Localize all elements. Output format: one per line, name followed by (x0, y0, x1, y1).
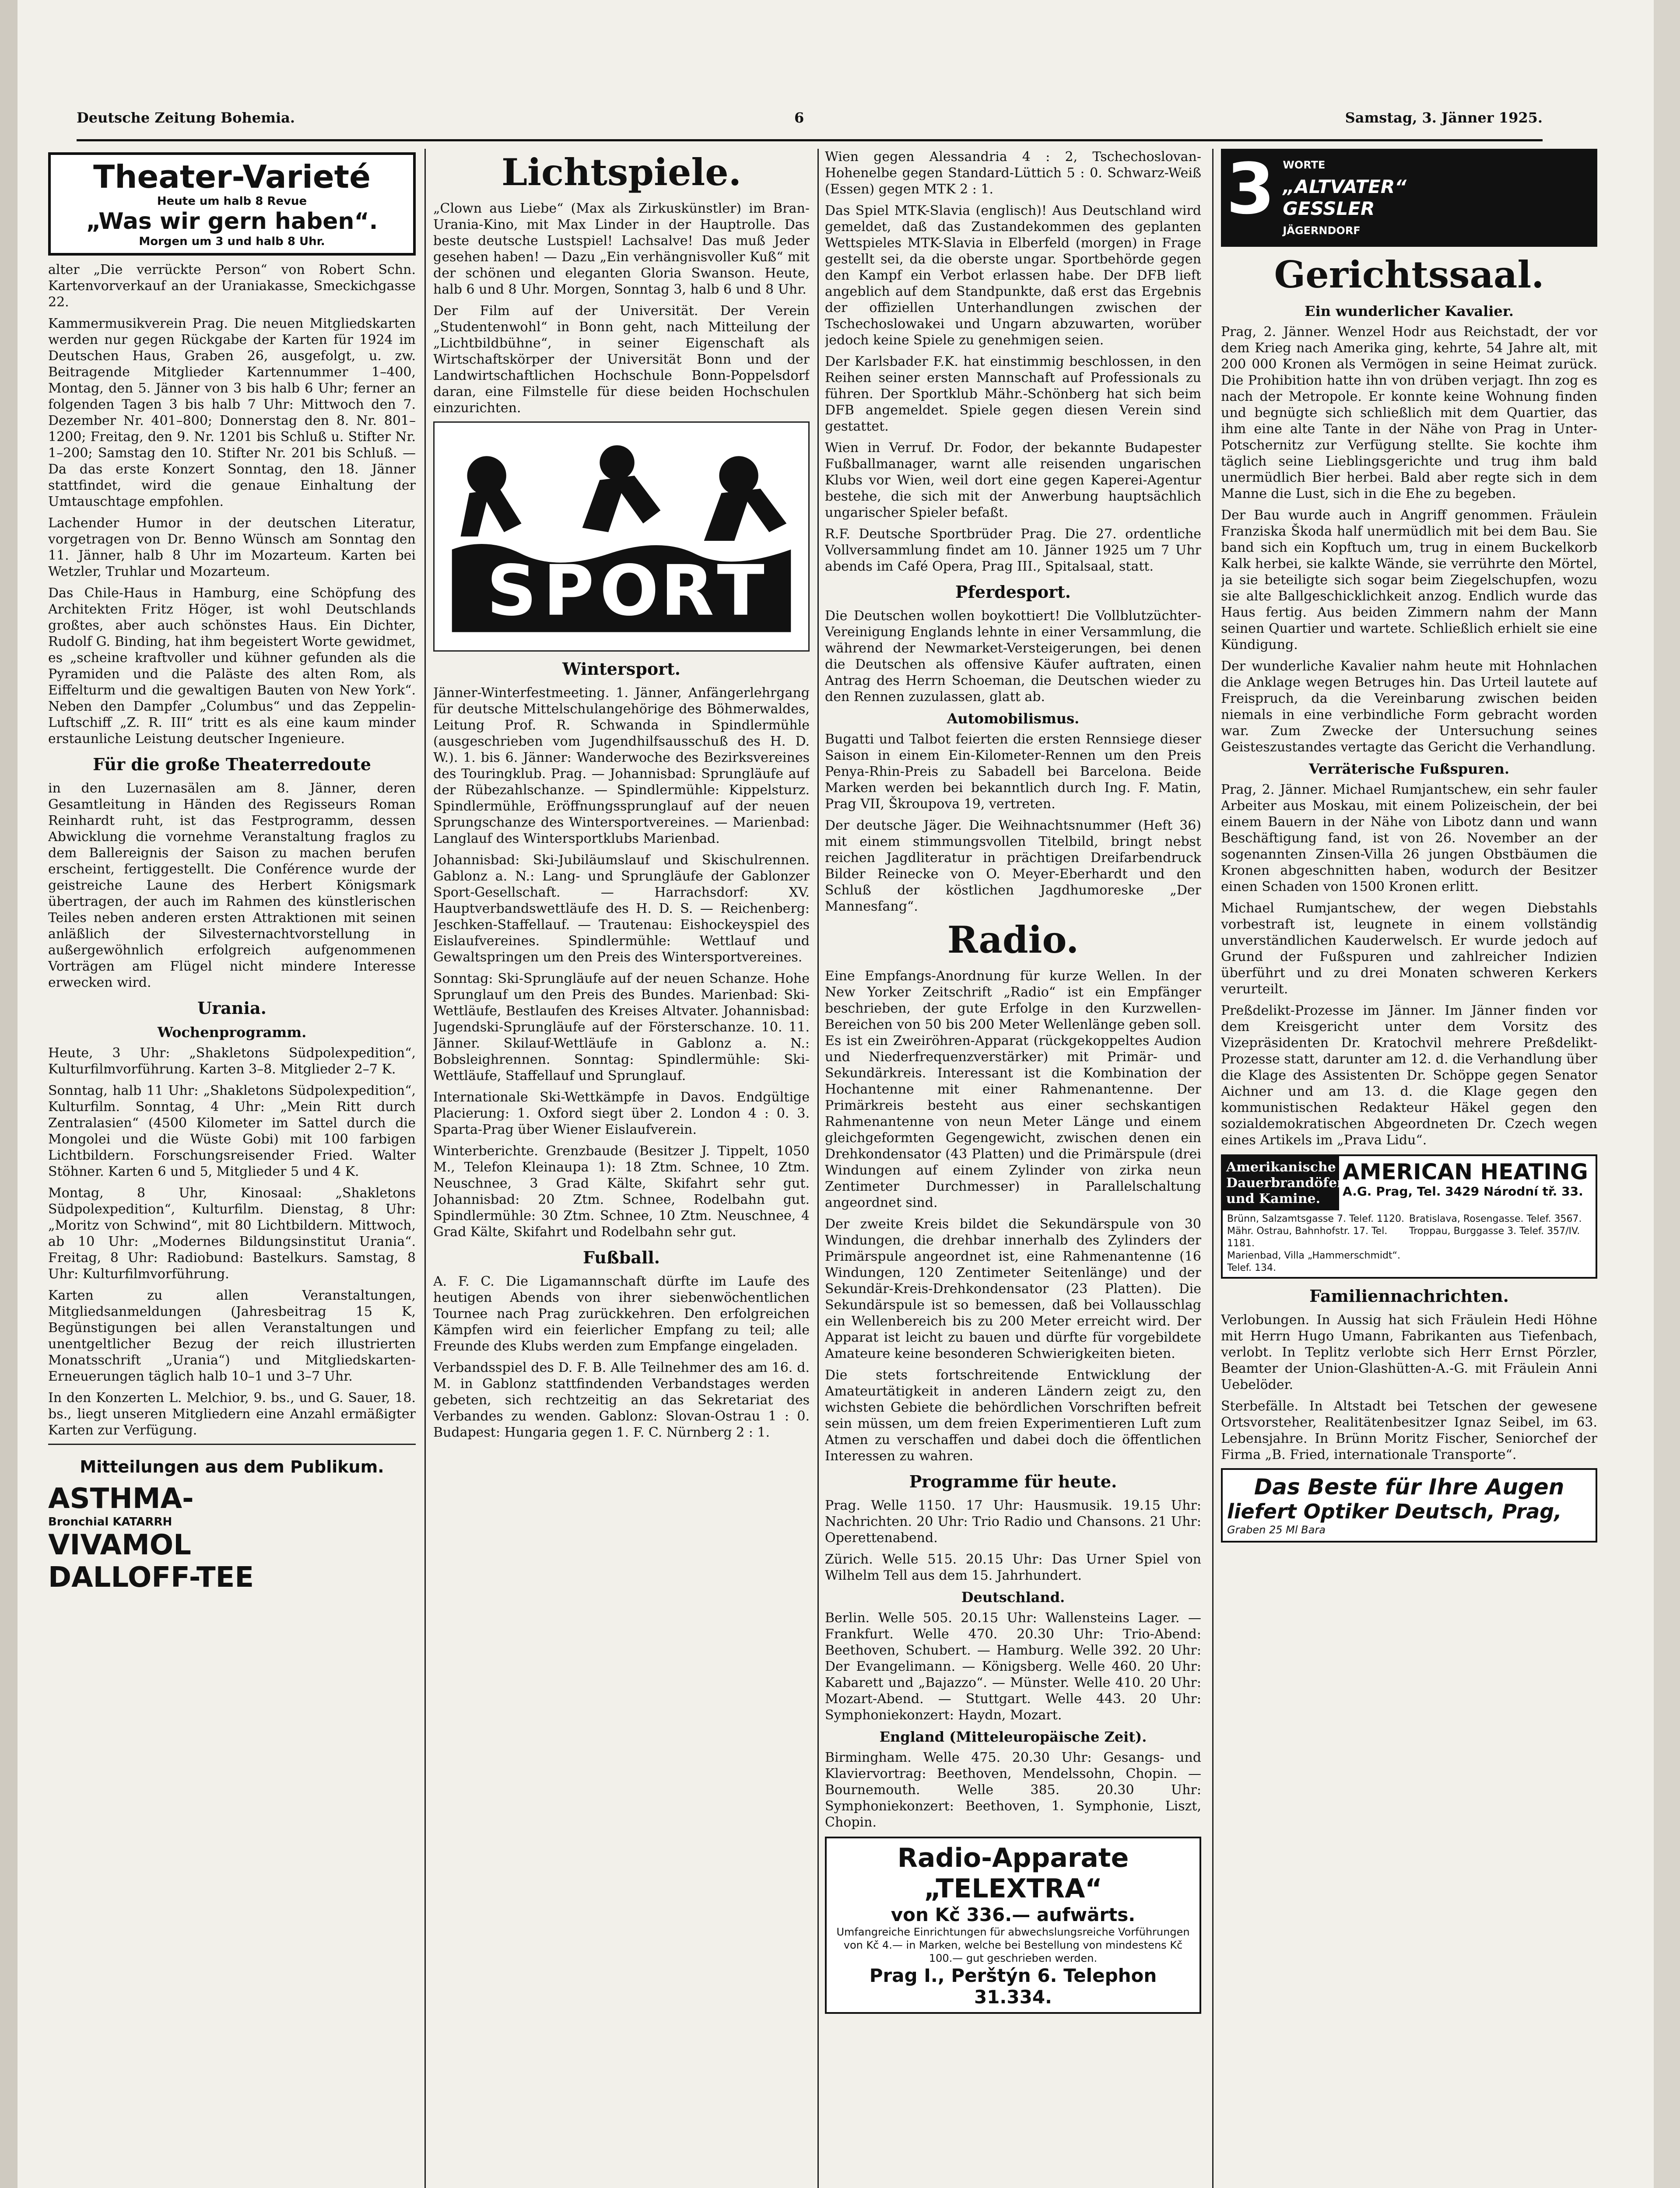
altvater-ad-town: JÄGERNDORF (1283, 224, 1361, 237)
article-text: Wien gegen Alessandria 4 : 2, Tschechoslovan-Hohenelbe gegen Standard-Lüttich 5 : 0. Schwarz-Weiß (Essen) gegen MTK 2 : 1. (825, 149, 1201, 197)
column-divider (424, 149, 426, 2188)
altvater-ad-name: „ALTVATER“ (1283, 176, 1407, 197)
american-heating-ad (1221, 1154, 1597, 1279)
section-subheading: England (Mitteleuropäische Zeit). (879, 1729, 1147, 1745)
section-heading: Wintersport. (562, 659, 680, 679)
article-text: Der Karlsbader F.K. hat einstimmig beschlossen, in den Reihen seiner ersten Mannschaft auf Professionals zu führen. Der Sportklub Mähr.-Schönberg hat sich beim DFB angemeldet. Spiele gegen diesen Verein sind gestattet. (825, 354, 1201, 434)
vivamol-ad: VIVAMOL (48, 1529, 191, 1561)
telextra-ad-address: Prag I., Perštýn 6. Telephon 31.334. (869, 1965, 1157, 2008)
scan-edge-right (1654, 0, 1680, 2188)
column-divider (817, 149, 819, 2188)
article-text: In den Konzerten L. Melchior, 9. bs., und G. Sauer, 18. bs., liegt unseren Mitgliedern eine Anzahl ermäßigter Karten zur Verfügung. (48, 1390, 416, 1438)
article-text: Prag. Welle 1150. 17 Uhr: Hausmusik. 19.15 Uhr: Nachrichten. 20 Uhr: Trio Radio und Chansons. 21 Uhr: Operettenabend. (825, 1498, 1201, 1546)
article-text: Lachender Humor in der deutschen Literatur, vorgetragen von Dr. Benno Wünsch am Sonntag den 11. Jänner, halb 8 Uhr im Mozarteum. Karten bei Wetzler, Truhlar und Mozarteum. (48, 515, 416, 579)
article-text: Das Chile-Haus in Hamburg, eine Schöpfung des Architekten Fritz Höger, ist wohl Deutschlands großtes, aber auch schönstes Haus. Ein Dichter, Rudolf G. Binding, hat ihm begeistert Worte gewidmet, es „scheine kraftvoller und kühner gefunden als die Pyramiden und die Paläste des alten Rom, als Eiffelturm und die gewaltigen Bauten von New York“. Neben den Dampfer „Columbus“ und das Zeppelin-Luftschiff „Z. R. III“ tritt es als eine kaum minder erstaunliche Leistung deutscher Ingenieure. (48, 586, 416, 747)
article-text: Prag, 2. Jänner. Michael Rumjantschew, ein sehr fauler Arbeiter aus Moskau, mit einem Polizeischein, der bei einem Bauern in der Nähe von Libotz dann und wann Beschäftigung fand, ist von 26. November an der sogenannten Zinsen-Villa 26 jungen Obstbäumen die Kronen abgeschnitten haben, wodurch der Besitzer einen Schaden von 1500 Kronen erlitt. (1221, 782, 1597, 894)
article-text: Montag, 8 Uhr, Kinosaal: „Shakletons Südpolexpedition“, Kulturfilm. Dienstag, 8 Uhr: „Moritz von Schwind“, mit 80 Lichtbildern. Mittwoch, ab 10 Uhr: „Modernes Bildungsinstitut Urania“. Freitag, 8 Uhr: Radiobund: Bastelkurs. Samstag, 8 Uhr: Kulturfilmvorführung. (48, 1185, 416, 1282)
branch-address: Brünn, Salzamtsgasse 7. Telef. 1120. (1227, 1213, 1404, 1224)
telextra-ad (825, 1837, 1201, 2014)
article-text: Zürich. Welle 515. 20.15 Uhr: Das Urner Spiel von Wilhelm Tell aus dem 15. Jahrhundert. (825, 1552, 1201, 1583)
section-subheading: Automobilismus. (947, 710, 1080, 727)
article-text: Michael Rumjantschew, der wegen Diebstahls vorbestraft ist, leugnete in einem vollständig unverständlichen Kauderwelsch. Er wurde jedoch auf Grund der Fußspuren und zahlreicher Indizien überführt und zu drei Monaten schweren Kerkers verurteilt. (1221, 901, 1597, 997)
section-title: Gerichtssaal. (1274, 253, 1544, 296)
public-notices (48, 1444, 416, 1594)
section-subheading: Verräterische Fußspuren. (1308, 761, 1510, 777)
article-text: Sonntag, halb 11 Uhr: „Shakletons Südpolexpedition“, Kulturfilm. Sonntag, 4 Uhr: „Mein Ritt durch Zentralasien“ (4500 Kilometer im Sattel durch die Mongolei und die Wüste Gobi) mit 100 farbigen Lichtbildern. Forschungsreisender Fried. Walter Stöhner. Karten 6 und 5, Mitglieder 5 und 4 K. (48, 1083, 416, 1179)
article-text: Berlin. Welle 505. 20.15 Uhr: Wallensteins Lager. — Frankfurt. Welle 470. 20.30 Uhr: Trio-Abend: Beethoven, Schubert. — Hamburg. Welle 392. 20 Uhr: Der Evangelimann. — Königsberg. Welle 460. 20 Uhr: Kabarett und „Bajazzo“. — Münster. Welle 410. 20 Uhr: Mozart-Abend. — Stuttgart. Welle 443. 20 Uhr: Symphoniekonzert: Haydn, Mozart. (825, 1610, 1201, 1723)
telextra-ad-title: Radio-Apparate „TELEXTRA“ (897, 1843, 1129, 1904)
sport-illustration-graphic (435, 423, 808, 650)
optiker-ad-slogan: Das Beste für Ihre Augen (1254, 1474, 1564, 1500)
masthead-name: Deutsche Zeitung Bohemia. (77, 109, 295, 126)
article-text: Prag, 2. Jänner. Wenzel Hodr aus Reichstadt, der vor dem Krieg nach Amerika ging, kehrte, 54 Jahre alt, mit 200 000 Kronen als Vermögen in seine Heimat zurück. Die Prohibition hatte ihn von drüben verjagt. Ihn zog es nach der Metropole. Er konnte keine Wohnung finden und begnügte sich schließlich mit dem Quartier, das ihm eine alte Tante in der Nähe von Prag in Unter-Potschernitz zur Verfügung stellte. Sie kochte ihm täglich seine Lieblingsgerichte und trug ihm bald unermüdlich Bier herbei. Bald aber regte sich in dem Manne die Lust, sich in die Ehe zu begeben. (1221, 324, 1597, 501)
article-text: Der deutsche Jäger. Die Weihnachtsnummer (Heft 36) mit einem stimmungsvollen Titelbild, bringt nebst reichen Jagdliteratur in prächtigen Dreifarbendruck Bilder Reinecke von O. Meyer-Eberhardt und den Schluß der köstlichen Jagdhumoreske „Der Mannesfang“. (825, 818, 1201, 914)
american-heating-ad-left: Amerikanische Dauerbrandöfen und Kamine. (1223, 1156, 1339, 1210)
svg-text:O: O (600, 551, 659, 631)
article-text: Internationale Ski-Wettkämpfe in Davos. Endgültige Placierung: 1. Oxford siegt über 2. London 4 : 0. 3. Sparta-Prag über Wiener Eislaufverein. (433, 1090, 810, 1137)
theater-ad (48, 152, 416, 256)
article-text: Die stets fortschreitende Entwicklung der Amateurtätigkeit in anderen Ländern zeigt zu, den wichsten Gebiete die behördlichen Vorschriften befreit sein müssen, um dem freien Experimentieren Luft zum Atmen zu verschaffen und dabei doch die öffentlichen Interessen zu wahren. (825, 1368, 1201, 1464)
article-text: Bugatti und Talbot feierten die ersten Rennsiege dieser Saison in einem Ein-Kilometer-Rennen um den Preis Penya-Rhin-Preis zu Sabadell bei Barcelona. Beide Marken werden bei bekanntlich durch Ing. F. Matin, Prag VII, Škroupova 19, vertreten. (825, 732, 1201, 812)
article-text: Winterberichte. Grenzbaude (Besitzer J. Tippelt, 1050 M., Telefon Kleinaupa 1): 18 Ztm. Schnee, 10 Ztm. Neuschnee, 3 Grad Kälte, Skifahrt sehr gut. Johannisbad: 20 Ztm. Schnee, Rodelbahn gut. Spindlermühle: 30 Ztm. Schnee, 10 Ztm. Neuschnee, 4 Grad Kälte, Skifahrt und Rodelbahn sehr gut. (433, 1143, 810, 1240)
header-rule (77, 139, 1543, 141)
theater-ad-title: Theater-Varieté (93, 158, 371, 195)
article-text: Der zweite Kreis bildet die Sekundärspule von 30 Windungen, die drehbar innerhalb des Zylinders der Primärspule angeordnet ist, eine Rahmenantenne (16 Windungen, 120 Zentimeter Seitenlänge) und der Sekundär-Kreis-Drehkondensator (23 Platten). Die Sekundärspule ist so bemessen, daß bei Vollausschlag ein Wellenbereich bis zu 200 Meter erreicht wird. Der Apparat ist leicht zu bauen und dürfte für vorgebildete Amateure keine besonderen Schwierigkeiten bieten. (825, 1217, 1201, 1361)
article-text: Birmingham. Welle 475. 20.30 Uhr: Gesangs- und Klaviervortrag: Beethoven, Mendelssohn, Chopin. — Bournemouth. Welle 385. 20.30 Uhr: Symphoniekonzert: Beethoven, 1. Symphonie, Liszt, Chopin. (825, 1750, 1201, 1830)
article-text: Der wunderliche Kavalier nahm heute mit Hohnlachen die Anklage wegen Betruges hin. Das Urteil lautete auf Freispruch, da die Vereinbarung zwischen beiden niemals in eine verbindliche Form gebracht worden war. Zum Zwecke der Untersuchung seines Geisteszustandes vertagte das Gericht die Verhandlung. (1221, 659, 1597, 755)
altvater-ad-maker: GESSLER (1283, 198, 1375, 219)
section-heading: Fußball. (582, 1248, 660, 1267)
article-text: Verbandsspiel des D. F. B. Alle Teilnehmer des am 16. d. M. in Gablonz stattfindenden Verbandstages werden gebeten, sich rechtzeitig an das Sekretariat des Verbandes zu wenden. Gablonz: Slovan-Ostrau 1 : 0. Budapest: Hungaria gegen 1. F. C. Nürnberg 2 : 1. (433, 1360, 810, 1440)
altvater-ad (1221, 149, 1597, 247)
article-text: Johannisbad: Ski-Jubiläumslauf und Skischulrennen. Gablonz a. N.: Lang- und Sprungläufe der Gablonzer Sport-Gesellschaft. — Harrachsdorf: XV. Hauptverbandswettläufe des H. D. S. — Reichenberg: Jeschken-Staffellauf. — Trautenau: Eishockeyspiel des Eislaufvereines. Spindlermühle: Wettlauf und Gewaltspringen um den Preis des Wintersportvereines. (433, 852, 810, 965)
article-text: Die Deutschen wollen boykottiert! Die Vollblutzüchter-Vereinigung Englands lehnte in einer Versammlung, die während der Newmarket-Versteigerungen, bei denen die Deutschen als offensive Käufer auftraten, einen Antrag des Herrn Schoeman, die Deutschen wieder zu den Rennen zuzulassen, glatt ab. (825, 608, 1201, 705)
sport-illustration (433, 421, 810, 652)
article-text: Sonntag: Ski-Sprungläufe auf der neuen Schanze. Hohe Sprunglauf um den Preis des Bundes. Marienbad: Ski-Wettläufe, Bestlaufen des Kreises Altvater. Johannisbad: Jugendski-Sprungläufe auf der Försterschanze. 10. 11. Jänner. Skilauf-Wettläufe in Gablonz a. N.: Bobsleighrennen. Sonntag: Spindlermühle: Ski-Wettläufe, Staffellauf und Sprunglauf. (433, 971, 810, 1083)
issue-date: Samstag, 3. Jänner 1925. (1345, 109, 1543, 126)
telextra-ad-text: Umfangreiche Einrichtungen für abwechslungsreiche Vorführungen von Kč 4.— in Marken, welche bei Bestellung von mindestens Kč 100.— gut geschrieben werden. (836, 1926, 1190, 1964)
article-text: Der Bau wurde auch in Angriff genommen. Fräulein Franziska Škoda half unermüdlich mit bei dem Bau. Sie band sich ein Kopftuch um, trug in einem Buckelkorb Kalk herbei, sie kalkte Wände, sie verrührte den Mörtel, ja sie beteiligte sich sogar beim Ziegelschupfen, wozu sie alte Ballgeschicklichkeit anzog. Endlich wurde das Haus fertig. Aus beiden Zimmern nahm der Mann seinen Quartier und wartete. Schließlich erhielt sie eine Kündigung. (1221, 508, 1597, 652)
asthma-ad-sub: Bronchial KATARRH (48, 1515, 172, 1529)
column-2 (433, 149, 810, 2188)
optiker-ad-name: liefert Optiker Deutsch, Prag, (1227, 1500, 1562, 1523)
svg-text:P: P (543, 551, 594, 631)
article-text: A. F. C. Die Ligamannschaft dürfte im Laufe des heutigen Abends von ihrer siebenwöchentlichen Tournee nach Prag zurückkehren. Den erfolgreichen Kämpfen wird ein feierlicher Empfang zu teil; alle Freunde des Klubs werden zum Empfange eingeladen. (433, 1274, 810, 1354)
section-title: Lichtspiele. (502, 151, 741, 194)
section-subheading: Deutschland. (961, 1589, 1065, 1606)
article-text: Eine Empfangs-Anordnung für kurze Wellen. In der New Yorker Zeitschrift „Radio“ ist ein Empfänger beschrieben, der gute Erfolge in den Kurzwellen-Bereichen von 50 bis 200 Meter Wellenlänge geben soll. Es ist ein Zweiröhren-Apparat (rückgekoppeltes Audion und Niederfrequenzverstärker) mit Primär- und Sekundärkreis. Interessant ist die Kombination der Hochantenne mit einer Rahmenantenne. Der Primärkreis besteht aus einer sechskantigen Rahmenantenne von neun Meter Länge und einem gleichgeformten Gegengewicht, zwischen denen ein Drehkondensator (43 Platten) und die Primärspule (drei Windungen auf einem Zylinder von zirka neun Zentimeter Durchmesser) in Parallelschaltung angeordnet sind. (825, 968, 1201, 1210)
article-text: Preßdelikt-Prozesse im Jänner. Im Jänner finden vor dem Kreisgericht unter dem Vorsitz des Vizepräsidenten Dr. Kratochvil mehrere Preßdelikt-Prozesse statt, darunter am 12. d. die Verhandlung über die Klage des Assistenten Dr. Schöppe gegen Senator Aichner und am 13. d. die Klage gegen den kommunistischen Redakteur Häkel gegen den sozialdemokratischen Abgeordneten Dr. Czech wegen eines Artikels im „Prava Lidu“. (1221, 1003, 1597, 1148)
section-heading: Für die große Theaterredoute (93, 754, 371, 774)
asthma-ad: ASTHMA- (48, 1483, 194, 1515)
altvater-ad-words: WORTE (1283, 159, 1326, 171)
dalloff-ad: DALLOFF-TEE (48, 1561, 254, 1594)
theater-ad-show: „Was wir gern haben“. (86, 208, 378, 235)
branch-address: Mähr. Ostrau, Bahnhofstr. 17. Tel. 1181. (1227, 1226, 1388, 1249)
section-heading: Mitteilungen aus dem Publikum. (80, 1457, 384, 1476)
article-text: R.F. Deutsche Sportbrüder Prag. Die 27. ordentliche Vollversammlung findet am 10. Jänner 1925 um 7 Uhr abends im Café Opera, Prag III., Spitalsaal, statt. (825, 526, 1201, 574)
article-text: Kammermusikverein Prag. Die neuen Mitgliedskarten werden nur gegen Rückgabe der Karten für 1924 im Deutschen Haus, Graben 26, ausgefolgt, u. zw. Beitragende Mitglieder Kartennummer 1–400, Montag, den 5. Jänner von 3 bis halb 6 Uhr; ferner an folgenden Tagen 3 bis halb 7 Uhr: Mittwoch den 7. Dezember Nr. 401–800; Donnerstag den 8. Nr. 801–1200; Freitag, den 9. Nr. 1201 bis Schluß u. Stifter Nr. 1–200; Samstag den 10. Stifter Nr. 201 bis Schluß. — Da das erste Konzert Sonntag, den 18. Jänner stattfindet, wird die genaue Einhaltung der Umtauschtage empfohlen. (48, 316, 416, 509)
optiker-ad-address: Graben 25 Ml Bara (1227, 1524, 1326, 1536)
article-text: Karten zu allen Veranstaltungen, Mitgliedsanmeldungen (Jahresbeitrag 15 K, Begünstigungen bei allen Veranstaltungen und unentgeltlicher Bezug der reich illustrierten Monatsschrift „Urania“) und Mitgliedskarten-Erneuerungen täglich halb 10–1 und 3–7 Uhr. (48, 1288, 416, 1384)
branch-address: Marienbad, Villa „Hammerschmidt“. Telef. 134. (1227, 1250, 1400, 1273)
article-text: Der Film auf der Universität. Der Verein „Studentenwohl“ in Bonn geht, nach Mitteilung der „Lichtbildbühne“, in seiner Eigenschaft als Wirtschaftskörper der Universität Bonn und der Landwirtschaftlichen Hochschule Bonn-Poppelsdorf daran, eine Filmstelle für diese beiden Hochschulen einzurichten. (433, 303, 810, 416)
section-heading: Programme für heute. (909, 1472, 1117, 1491)
section-heading: Urania. (197, 998, 267, 1018)
article-text: Verlobungen. In Aussig hat sich Fräulein Hedi Höhne mit Herrn Hugo Umann, Fabrikanten aus Tiefenbach, verlobt. In Teplitz verlobte sich Herr Ernst Pörzler, Beamter der Union-Glashütten-A.-G. mit Fräulein Anni Uebelöder. (1221, 1312, 1597, 1392)
scan-edge-left (0, 0, 18, 2188)
svg-text:T: T (717, 551, 765, 631)
american-heating-ad-sub: A.G. Prag, Tel. 3429 Národní tř. 33. (1343, 1184, 1583, 1199)
section-title: Radio. (947, 918, 1079, 961)
optiker-ad (1221, 1468, 1597, 1543)
svg-text:R: R (660, 551, 714, 631)
altvater-ad-number: 3 (1226, 149, 1275, 230)
branch-address: Troppau, Burggasse 3. Telef. 357/IV. (1409, 1226, 1580, 1237)
article-text: Sterbefälle. In Altstadt bei Tetschen der gewesene Ortsvorsteher, Realitätenbesitzer Ignaz Seibel, im 63. Lebensjahre. In Brünn Moritz Fischer, Seniorchef der Firma „B. Fried, internationale Transporte“. (1221, 1399, 1597, 1462)
article-text: Jänner-Winterfestmeeting. 1. Jänner, Anfängerlehrgang für deutsche Mittelschulangehörige des Böhmerwaldes, Leitung Prof. R. Schwanda in Spindlermühle (ausgeschrieben vom Jugendhilfsausschuß des H. D. W.). 1. bis 6. Jänner: Wanderwoche des Bezirksvereines des Touringklub. Prag. — Johannisbad: Sprungläufe auf der Rübezahlschanze. — Spindlermühle: Kippelsturz. Spindlermühle, Eröffnungssprunglauf auf der neuen Sprungschanze des Wintersportvereines. — Marienbad: Langlauf des Wintersportklubs Marienbad. (433, 685, 810, 846)
article-text: Das Spiel MTK-Slavia (englisch)! Aus Deutschland wird gemeldet, daß das Zustandekommen des geplanten Wettspieles MTK-Slavia in Elberfeld (morgen) in Frage gestellt sei, da die oberste ungar. Sportbehörde gegen den Kampf ein Verbot erlassen habe. Der DFB lieft angeblich auf dem Standpunkte, daß erst das Ergebnis der offiziellen Unterhandlungen zwischen der Tschechoslowakei und Ungarn abzuwarten, worüber jedoch keine Spiele zu genehmigen seien. (825, 203, 1201, 348)
column-divider (1212, 149, 1214, 2188)
american-heating-ad-title: AMERICAN HEATING (1343, 1159, 1588, 1185)
svg-text:S: S (487, 551, 537, 631)
article-text: alter „Die verrückte Person“ von Robert Schn. Kartenvorverkauf an der Uraniakasse, Smeckichgasse 22. (48, 262, 416, 310)
section-subheading: Ein wunderlicher Kavalier. (1305, 303, 1514, 319)
theater-ad-line: Heute um halb 8 Revue (157, 195, 307, 208)
article-text: „Clown aus Liebe“ (Max als Zirkuskünstler) im Bran-Urania-Kino, mit Max Linder in der Hauptrolle. Das beste deutsche Lustspiel! Lachsalve! Das muß Jeder gesehen haben! — Dazu „Ein verhängnisvoller Kuß“ mit der schönen und eleganten Gloria Swanson. Heute, halb 6 und 8 Uhr. Morgen, Sonntag 3, halb 6 und 8 Uhr. (433, 201, 810, 297)
branch-address: Bratislava, Rosengasse. Telef. 3567. (1409, 1213, 1582, 1224)
telextra-ad-price: von Kč 336.— aufwärts. (891, 1904, 1136, 1925)
column-3 (825, 149, 1201, 2188)
column-1 (48, 149, 416, 2188)
article-text: in den Luzernasälen am 8. Jänner, deren Gesamtleitung in Händen des Regisseurs Roman Reinhardt ruht, ist das Festprogramm, dessen Abwicklung die vornehme Veranstaltung fraglos zu dem Ballereignis der Saison zu machen berufen erscheint, fertiggestellt. Die Conférence wurde der geistreiche Laune des Herbert Königsmark übertragen, der auch im Rahmen des künstlerischen Teiles neben anderen ersten Attraktionen mit seinen anläßlich der Silvesternachtvorstellung in außergewöhnlich erfolgreich aufgenommenen Vorträgen am Flügel nicht mindere Interesse erwecken wird. (48, 781, 416, 990)
section-subheading: Wochenprogramm. (157, 1024, 307, 1041)
article-text: Wien in Verruf. Dr. Fodor, der bekannte Budapester Fußballmanager, warnt alle reisenden ungarischen Klubs vor Wien, weil dort eine gegen Kaperei-Agentur bestehe, die sich mit der Anwerbung hauptsächlich ungarischer Spieler befaßt. (825, 440, 1201, 520)
page-number: 6 (794, 109, 804, 126)
page-header (77, 109, 1543, 136)
column-4 (1221, 149, 1597, 2188)
section-heading: Familiennachrichten. (1309, 1286, 1509, 1306)
section-heading: Pferdesport. (955, 582, 1071, 602)
theater-ad-line: Morgen um 3 und halb 8 Uhr. (139, 235, 325, 248)
article-text: Heute, 3 Uhr: „Shakletons Südpolexpedition“, Kulturfilmvorführung. Karten 3–8. Mitglieder 2–7 K. (48, 1045, 416, 1077)
